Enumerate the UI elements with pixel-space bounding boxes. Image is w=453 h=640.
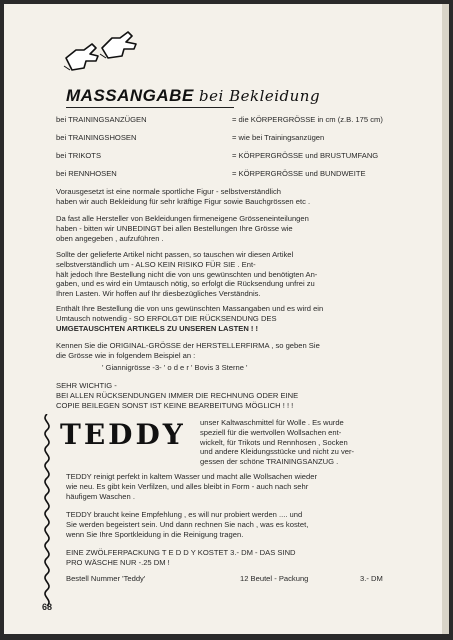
size-row: bei TRAININGSHOSEN = wie bei Trainingsanzügen: [56, 133, 325, 142]
teddy-logo: TEDDY: [60, 418, 186, 451]
order-price: 3.- DM: [360, 574, 383, 583]
paragraph-manufacturers: Da fast alle Hersteller von Bekleidungen firmeneigene Grösseneinteilungen haben - bitten wir UNBEDINGT bei allen Bestellungen Ihre Grösse wie oben angegeben , aufzuführen .: [56, 214, 309, 243]
teddy-description: unser Kaltwaschmittel für Wolle . Es wurde speziell für die wertvollen Wollsachen ent- wickelt, für Trikots und Rennhosen , Socken und andere Kleidungsstücke und nicht zu ver- gessen der schöne TRAININGSANZUG .: [200, 418, 355, 467]
size-row: bei RENNHOSEN = KÖRPERGRÖSSE und BUNDWEITE: [56, 169, 366, 178]
paragraph-teddy-price: EINE ZWÖLFERPACKUNG T E D D Y KOSTET 3.- DM - DAS SIND PRO WÄSCHE NUR -.25 DM !: [66, 548, 296, 567]
paragraph-teddy-try: TEDDY braucht keine Empfehlung , es will nur probiert werden .... und Sie werden begeistert sein. Und dann rechnen Sie nach , was es kostet, wenn Sie Ihre Sportkleidung in die Reinigung tragen.: [66, 510, 309, 539]
paragraph-original-size: Kennen Sie die ORIGINAL-GRÖSSE der HERSTELLERFIRMA , so geben Sie die Grösse wie in folgendem Beispiel an :: [56, 341, 320, 360]
order-pack: 12 Beutel - Packung: [240, 574, 309, 583]
paragraph-return: Enthält Ihre Bestellung die von uns gewünschten Massangaben und es wird ein Umtausch notwendig - SO ERFOLGT DIE RÜCKSENDUNG DES UMGETAUSCHTEN ARTIKELS ZU UNSEREN LASTEN ! !: [56, 304, 324, 333]
page-gutter: [442, 4, 449, 634]
title-underline: [66, 107, 234, 108]
title-main: MASSANGABE: [66, 86, 194, 105]
size-row: bei TRAININGSANZÜGEN = die KÖRPERGRÖSSE in cm (z.B. 175 cm): [56, 115, 383, 124]
important-notice: SEHR WICHTIG - BEI ALLEN RÜCKSENDUNGEN IMMER DIE RECHNUNG ODER EINE COPIE BEILEGEN SONST IST KEINE BEARBEITUNG MÖGLICH ! ! !: [56, 381, 299, 410]
order-number: Bestell Nummer 'Teddy': [66, 574, 146, 583]
size-row: bei TRIKOTS = KÖRPERGRÖSSE und BRUSTUMFANG: [56, 151, 379, 160]
size-example: ' Giannigrösse -3- ' o d e r ' Bovis 3 Sterne ': [102, 363, 248, 372]
order-line: [4, 574, 442, 586]
title-script: bei Bekleidung: [199, 87, 321, 105]
page-number: 68: [42, 602, 53, 612]
page: [4, 4, 442, 634]
paragraph-figure: Vorausgesetzt ist eine normale sportliche Figur - selbstverständlich haben wir auch Bekleidung für sehr kräftige Figur sowie Bauchgrössen etc .: [56, 187, 311, 206]
pointing-hands-icon: [62, 28, 142, 76]
paragraph-exchange: Sollte der gelieferte Artikel nicht passen, so tauschen wir diesen Artikel selbstverständlich um - ALSO KEIN RISIKO FÜR SIE . Ent- hält jedoch Ihre Bestellung nicht die von uns gewünschten und benötigten An- gaben, und es wird ein Umtausch nötig, so erfolgt die Rücksendung unfrei zu Ihren Lasten. Wir hoffen auf Ihr diesbezügliches Verständnis.: [56, 250, 318, 299]
paragraph-teddy-clean: TEDDY reinigt perfekt in kaltem Wasser und macht alle Wollsachen wieder wie neu. Es gibt kein Verfilzen, und alles bleibt in Form - auch nach sehr häufigem Waschen .: [66, 472, 317, 501]
page-title: [66, 86, 320, 106]
